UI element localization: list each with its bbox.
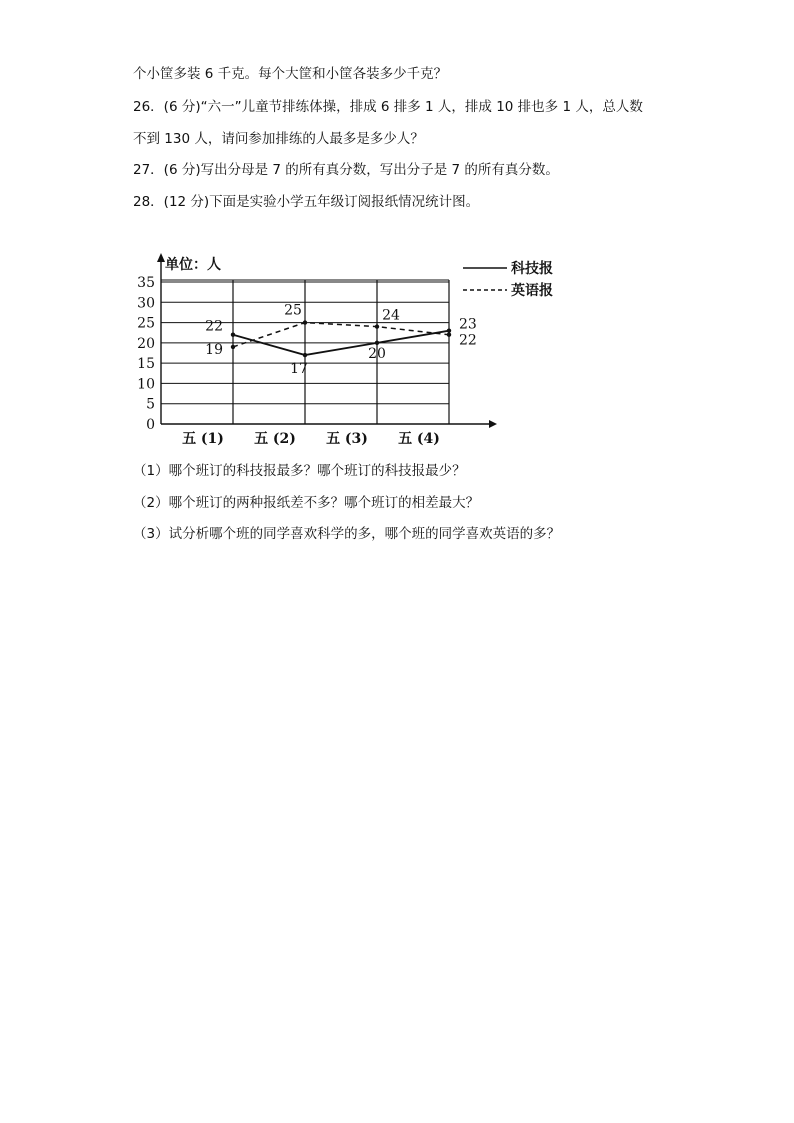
question-28: 28．(12 分)下面是实验小学五年级订阅报纸情况统计图。	[133, 194, 480, 210]
data-label: 22	[459, 332, 477, 349]
x-axis-arrow	[489, 420, 497, 428]
newspaper-line-chart	[135, 246, 595, 452]
data-label: 20	[368, 345, 386, 362]
data-label: 19	[205, 341, 223, 358]
y-tick-label: 5	[146, 396, 155, 413]
y-tick-label: 10	[137, 376, 155, 393]
y-tick-labels	[137, 275, 155, 433]
y-tick-label: 15	[137, 356, 155, 373]
data-point	[231, 345, 235, 349]
data-point	[375, 324, 379, 328]
y-tick-label: 0	[146, 417, 155, 433]
y-tick-label: 25	[137, 315, 155, 332]
legend-label-1: 科技报	[511, 261, 553, 277]
sub-question-3: （3）试分析哪个班的同学喜欢科学的多，哪个班的同学喜欢英语的多？	[133, 526, 561, 542]
x-tick-labels	[182, 431, 440, 447]
text-line-1: 个小筐多装 6 千克。每个大筐和小筐各装多少千克？	[133, 66, 448, 82]
x-tick-label: 五 (3)	[326, 431, 368, 447]
y-tick-label: 35	[137, 275, 155, 291]
data-label: 17	[290, 361, 308, 378]
chart-axes	[157, 253, 497, 428]
data-point	[447, 328, 451, 332]
data-point	[447, 333, 451, 337]
y-axis-unit-label: 单位：人	[165, 257, 221, 273]
chart-legend	[463, 260, 553, 299]
sub-question-1: （1）哪个班订的科技报最多？哪个班订的科技报最少？	[133, 463, 466, 479]
legend-label-2: 英语报	[511, 283, 553, 299]
x-tick-label: 五 (4)	[398, 431, 440, 447]
data-point	[303, 320, 307, 324]
data-label: 22	[205, 318, 223, 335]
data-point	[231, 333, 235, 337]
chart-series	[205, 303, 477, 377]
question-26-line-2: 不到 130 人，请问参加排练的人最多是多少人？	[133, 131, 424, 147]
y-tick-label: 30	[137, 295, 155, 312]
data-label: 24	[382, 307, 400, 324]
data-label: 25	[284, 302, 302, 319]
y-tick-label: 20	[137, 335, 155, 352]
data-point	[303, 353, 307, 357]
sub-question-2: （2）哪个班订的两种报纸差不多？哪个班订的相差最大？	[133, 495, 480, 511]
question-27: 27．(6 分)写出分母是 7 的所有真分数，写出分子是 7 的所有真分数。	[133, 162, 559, 178]
data-point	[375, 341, 379, 345]
question-26-line-1: 26．(6 分)“六一”儿童节排练体操，排成 6 排多 1 人，排成 10 排也多 1 人，总人数	[133, 99, 643, 115]
y-axis-arrow	[157, 253, 165, 262]
x-tick-label: 五 (1)	[182, 431, 224, 447]
x-tick-label: 五 (2)	[254, 431, 296, 447]
data-label: 23	[459, 316, 477, 333]
